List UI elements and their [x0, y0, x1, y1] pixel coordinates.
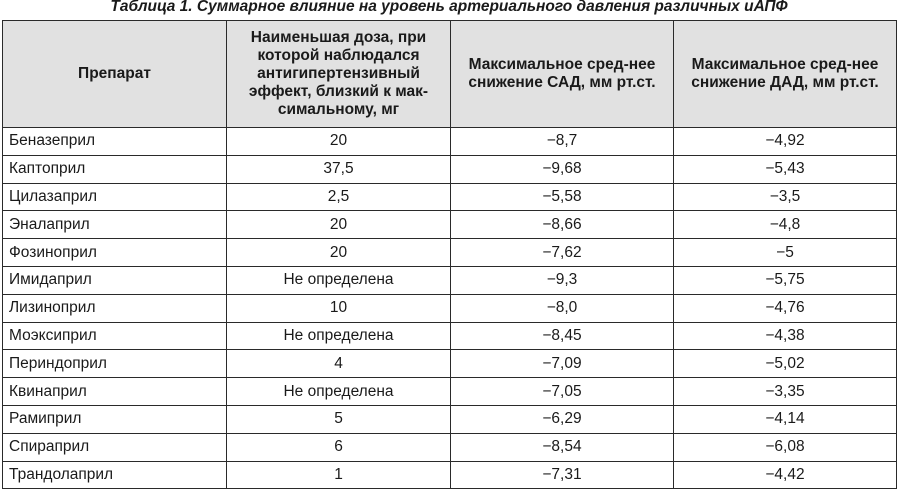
cell-sbp: −8,0: [451, 294, 674, 322]
cell-dbp: −5,43: [674, 155, 897, 183]
cell-dbp: −3,35: [674, 378, 897, 406]
cell-drug: Лизиноприл: [3, 294, 227, 322]
table-row: [3, 294, 897, 322]
cell-drug: Трандолаприл: [3, 461, 227, 489]
table-body: [3, 128, 897, 489]
cell-sbp: −8,7: [451, 128, 674, 156]
cell-sbp: −9,68: [451, 155, 674, 183]
cell-sbp: −7,09: [451, 350, 674, 378]
cell-dose: 4: [227, 350, 451, 378]
table-row: [3, 183, 897, 211]
cell-sbp: −7,31: [451, 461, 674, 489]
table-row: [3, 266, 897, 294]
cell-dose: Не определена: [227, 322, 451, 350]
cell-dose: Не определена: [227, 266, 451, 294]
cell-drug: Эналаприл: [3, 211, 227, 239]
table-row: [3, 405, 897, 433]
table-header: [3, 21, 897, 128]
cell-dbp: −5: [674, 239, 897, 267]
cell-dbp: −6,08: [674, 433, 897, 461]
cell-drug: Имидаприл: [3, 266, 227, 294]
cell-dose: Не определена: [227, 378, 451, 406]
cell-dose: 37,5: [227, 155, 451, 183]
cell-sbp: −5,58: [451, 183, 674, 211]
cell-dose: 20: [227, 211, 451, 239]
cell-drug: Рамиприл: [3, 405, 227, 433]
header-dbp: Максимальное сред-нее снижение ДАД, мм рт.ст.: [674, 21, 897, 128]
cell-drug: Каптоприл: [3, 155, 227, 183]
cell-dbp: −3,5: [674, 183, 897, 211]
cell-dbp: −4,38: [674, 322, 897, 350]
header-row: [3, 21, 897, 128]
cell-dose: 1: [227, 461, 451, 489]
cell-dbp: −4,92: [674, 128, 897, 156]
cell-dose: 20: [227, 239, 451, 267]
cell-sbp: −8,45: [451, 322, 674, 350]
cell-drug: Моэксиприл: [3, 322, 227, 350]
cell-dose: 2,5: [227, 183, 451, 211]
header-sbp: Максимальное сред-нее снижение САД, мм рт.ст.: [451, 21, 674, 128]
cell-dbp: −4,42: [674, 461, 897, 489]
cell-dbp: −5,02: [674, 350, 897, 378]
table-row: [3, 461, 897, 489]
cell-drug: Фозиноприл: [3, 239, 227, 267]
cell-dbp: −5,75: [674, 266, 897, 294]
cell-drug: Спираприл: [3, 433, 227, 461]
table-row: [3, 211, 897, 239]
table-row: [3, 378, 897, 406]
table-row: [3, 350, 897, 378]
cell-dose: 5: [227, 405, 451, 433]
table-caption: Таблица 1. Суммарное влияние на уровень артериального давления различных иАПФ: [110, 0, 788, 15]
table-row: [3, 155, 897, 183]
cell-sbp: −9,3: [451, 266, 674, 294]
table-row: [3, 239, 897, 267]
cell-dbp: −4,14: [674, 405, 897, 433]
cell-dbp: −4,76: [674, 294, 897, 322]
table-row: [3, 128, 897, 156]
cell-drug: Беназеприл: [3, 128, 227, 156]
cell-drug: Квинаприл: [3, 378, 227, 406]
cell-sbp: −8,66: [451, 211, 674, 239]
cell-sbp: −7,05: [451, 378, 674, 406]
cell-dbp: −4,8: [674, 211, 897, 239]
ace-inhibitors-table: [2, 20, 897, 489]
header-drug: Препарат: [3, 21, 227, 128]
table-row: [3, 433, 897, 461]
table-row: [3, 322, 897, 350]
header-dose: Наименьшая доза, при которой наблюдался антигипертензивный эффект, близкий к мак-симальному, мг: [227, 21, 451, 128]
cell-sbp: −8,54: [451, 433, 674, 461]
cell-dose: 6: [227, 433, 451, 461]
cell-drug: Периндоприл: [3, 350, 227, 378]
cell-sbp: −6,29: [451, 405, 674, 433]
cell-sbp: −7,62: [451, 239, 674, 267]
cell-drug: Цилазаприл: [3, 183, 227, 211]
cell-dose: 20: [227, 128, 451, 156]
cell-dose: 10: [227, 294, 451, 322]
